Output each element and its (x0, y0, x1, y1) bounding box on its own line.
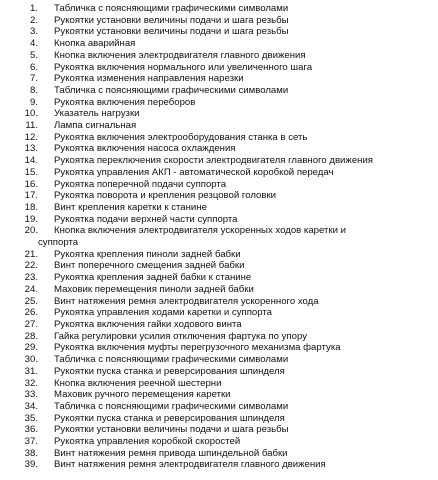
list-item (0, 459, 438, 471)
item-number: 25. (24, 295, 38, 307)
list-item (0, 120, 438, 132)
list-item (0, 50, 438, 62)
item-label-text: Рукоятка изменения направления нарезки (54, 73, 244, 85)
item-number: 31. (24, 365, 38, 377)
item-label-text: Табличка с поясняющими графическими символами (54, 84, 289, 96)
item-label (38, 459, 438, 471)
item-label-text: Маховик ручного перемещения каретки (54, 389, 231, 401)
item-label-text: Рукоятка крепления пиноли задней бабки (54, 248, 241, 260)
item-label (38, 319, 438, 331)
list-item (0, 424, 438, 436)
item-label-text: Рукоятка управления АКП - автоматической коробкой передач (54, 166, 334, 178)
item-label (38, 73, 438, 85)
item-label (38, 378, 438, 390)
item-label-text: Гайка регулировки усилия отключения фартука по упору (54, 330, 307, 342)
item-number: 3. (29, 26, 38, 38)
item-number: 1. (29, 3, 38, 14)
item-number: 11. (25, 120, 38, 132)
list-item (0, 284, 438, 296)
item-label (38, 260, 438, 272)
item-label-text: Винт натяжения ремня привода шпиндельной бабки (54, 447, 288, 459)
controls-legend-list (0, 3, 438, 471)
item-label (38, 401, 438, 413)
item-number: 35. (24, 412, 38, 424)
item-number: 9. (29, 96, 38, 108)
list-item (0, 15, 438, 27)
item-label-text: Рукоятка включения гайки ходового винта (54, 318, 242, 330)
item-label-text: Рукоятка поперечной подачи суппорта (54, 178, 227, 190)
item-number: 20. (24, 225, 38, 237)
item-number: 7. (29, 73, 38, 85)
item-label (38, 296, 438, 308)
item-label (38, 214, 438, 226)
item-number: 15. (24, 166, 38, 178)
item-label (38, 155, 438, 167)
item-label-text: Винт поперечного смещения задней бабки (54, 260, 245, 272)
item-label-text: Рукоятка включения насоса охлаждения (54, 143, 236, 155)
item-label-text: Указатель нагрузки (54, 108, 140, 120)
item-label (38, 366, 438, 378)
item-label-text: Кнопка включения электродвигателя ускоренных ходов каретки и (54, 225, 346, 237)
item-label (38, 342, 438, 354)
item-number: 8. (29, 84, 38, 96)
item-label (38, 85, 438, 97)
item-label (38, 389, 438, 401)
list-item (0, 366, 438, 378)
item-number: 17. (24, 190, 38, 202)
list-item (0, 62, 438, 74)
list-item (0, 73, 438, 85)
item-label (38, 354, 438, 366)
item-label (38, 331, 438, 343)
list-item (0, 155, 438, 167)
item-number: 16. (24, 178, 38, 190)
list-item (0, 38, 438, 50)
item-label-text: Лампа сигнальная (54, 120, 137, 132)
list-item (0, 179, 438, 191)
list-item (0, 307, 438, 319)
item-label (38, 120, 438, 132)
item-number: 12. (24, 131, 38, 143)
item-label-text: Рукоятки установки величины подачи и шага резьбы (54, 14, 289, 26)
item-label (38, 202, 438, 214)
item-label (38, 26, 438, 38)
item-label-text: Рукоятка крепления задней бабки к станине (54, 272, 252, 284)
item-label-text: Кнопка включения реечной шестерни (54, 377, 222, 389)
list-item (0, 214, 438, 226)
item-number: 30. (24, 354, 38, 366)
list-item (0, 167, 438, 179)
item-label (38, 436, 438, 448)
item-number: 23. (24, 272, 38, 284)
item-label (38, 249, 438, 261)
list-item (0, 331, 438, 343)
list-item (0, 225, 438, 248)
list-item (0, 3, 438, 15)
item-label (38, 15, 438, 27)
item-label-text: Рукоятка поворота и крепления резцовой головки (54, 190, 277, 202)
item-label (38, 225, 438, 248)
item-number: 34. (24, 400, 38, 412)
item-label (38, 38, 438, 50)
item-number: 19. (24, 213, 38, 225)
list-item (0, 143, 438, 155)
item-label-text: Рукоятка управления коробкой скоростей (54, 436, 241, 448)
item-number: 13. (24, 143, 38, 155)
item-number: 33. (24, 389, 38, 401)
list-item (0, 132, 438, 144)
item-label-text: Винт крепления каретки к станине (54, 201, 207, 213)
list-item (0, 97, 438, 109)
list-item (0, 190, 438, 202)
item-label-text: Рукоятка включения муфты перегрузочного механизма фартука (54, 342, 341, 354)
list-item (0, 401, 438, 413)
list-item (0, 448, 438, 460)
item-label-text: Маховик перемещения пиноли задней бабки (54, 283, 254, 295)
item-number: 21. (24, 248, 38, 260)
item-label (38, 97, 438, 109)
item-label (38, 108, 438, 120)
item-label (38, 62, 438, 74)
item-number: 38. (24, 447, 38, 459)
item-label-text: Винт натяжения ремня электродвигателя ускоренного хода (54, 295, 319, 307)
item-number: 29. (24, 342, 38, 354)
item-label-text: Табличка с поясняющими графическими символами (54, 400, 289, 412)
item-label-text: Рукоятки установки величины подачи и шага резьбы (54, 424, 289, 436)
item-number: 26. (24, 307, 38, 319)
item-number: 2. (29, 14, 38, 26)
item-label-text: Кнопка включения электродвигателя главного движения (54, 49, 306, 61)
item-label-text: Табличка с поясняющими графическими символами (54, 354, 289, 366)
item-label (38, 179, 438, 191)
item-label (38, 3, 438, 15)
item-label-text: Рукоятки пуска станка и реверсирования шпинделя (54, 412, 285, 424)
list-item (0, 296, 438, 308)
item-label-text: Кнопка аварийная (54, 38, 136, 50)
item-label-text: Рукоятка включения нормального или увеличенного шага (54, 61, 313, 73)
item-number: 18. (24, 201, 38, 213)
list-item (0, 26, 438, 38)
item-label-text: Рукоятка переключения скорости электродвигателя главного движения (54, 155, 374, 167)
item-label-text: Рукоятки пуска станка и реверсирования шпинделя (54, 365, 285, 377)
item-label (38, 448, 438, 460)
list-item (0, 436, 438, 448)
item-number: 22. (24, 260, 38, 272)
item-label (38, 167, 438, 179)
item-number: 10. (24, 108, 38, 120)
item-label-text: Рукоятки установки величины подачи и шага резьбы (54, 26, 289, 38)
item-number: 27. (24, 318, 38, 330)
item-label-text: Рукоятка управления ходами каретки и суппорта (54, 307, 272, 319)
item-label-text: Рукоятка включения переборов (54, 96, 196, 108)
item-label-text: Рукоятка включения электрооборудования станка в сеть (54, 131, 308, 143)
item-label (38, 132, 438, 144)
item-number: 39. (24, 459, 38, 471)
item-label (38, 190, 438, 202)
list-item (0, 413, 438, 425)
item-label (38, 413, 438, 425)
list-item (0, 319, 438, 331)
item-number: 5. (29, 49, 38, 61)
item-number: 14. (24, 155, 38, 167)
item-label (38, 284, 438, 296)
item-label (38, 424, 438, 436)
item-number: 28. (24, 330, 38, 342)
list-item (0, 85, 438, 97)
list-item (0, 354, 438, 366)
item-label-text: Табличка с поясняющими графическими символами (54, 3, 289, 14)
list-item (0, 272, 438, 284)
item-label (38, 50, 438, 62)
item-number: 32. (24, 377, 38, 389)
item-label (38, 143, 438, 155)
item-number: 37. (24, 436, 38, 448)
list-item (0, 389, 438, 401)
item-label (38, 272, 438, 284)
list-item (0, 202, 438, 214)
item-label-continuation: суппорта (38, 237, 79, 249)
item-number: 4. (29, 38, 38, 50)
list-item (0, 108, 438, 120)
item-label (38, 307, 438, 319)
list-item (0, 260, 438, 272)
item-label-text: Рукоятка подачи верхней части суппорта (54, 213, 238, 225)
item-number: 36. (24, 424, 38, 436)
item-number: 24. (24, 283, 38, 295)
list-item (0, 249, 438, 261)
item-label-text: Винт натяжения ремня электродвигателя главного движения (54, 459, 326, 471)
list-item (0, 342, 438, 354)
list-item (0, 378, 438, 390)
item-number: 6. (29, 61, 38, 73)
